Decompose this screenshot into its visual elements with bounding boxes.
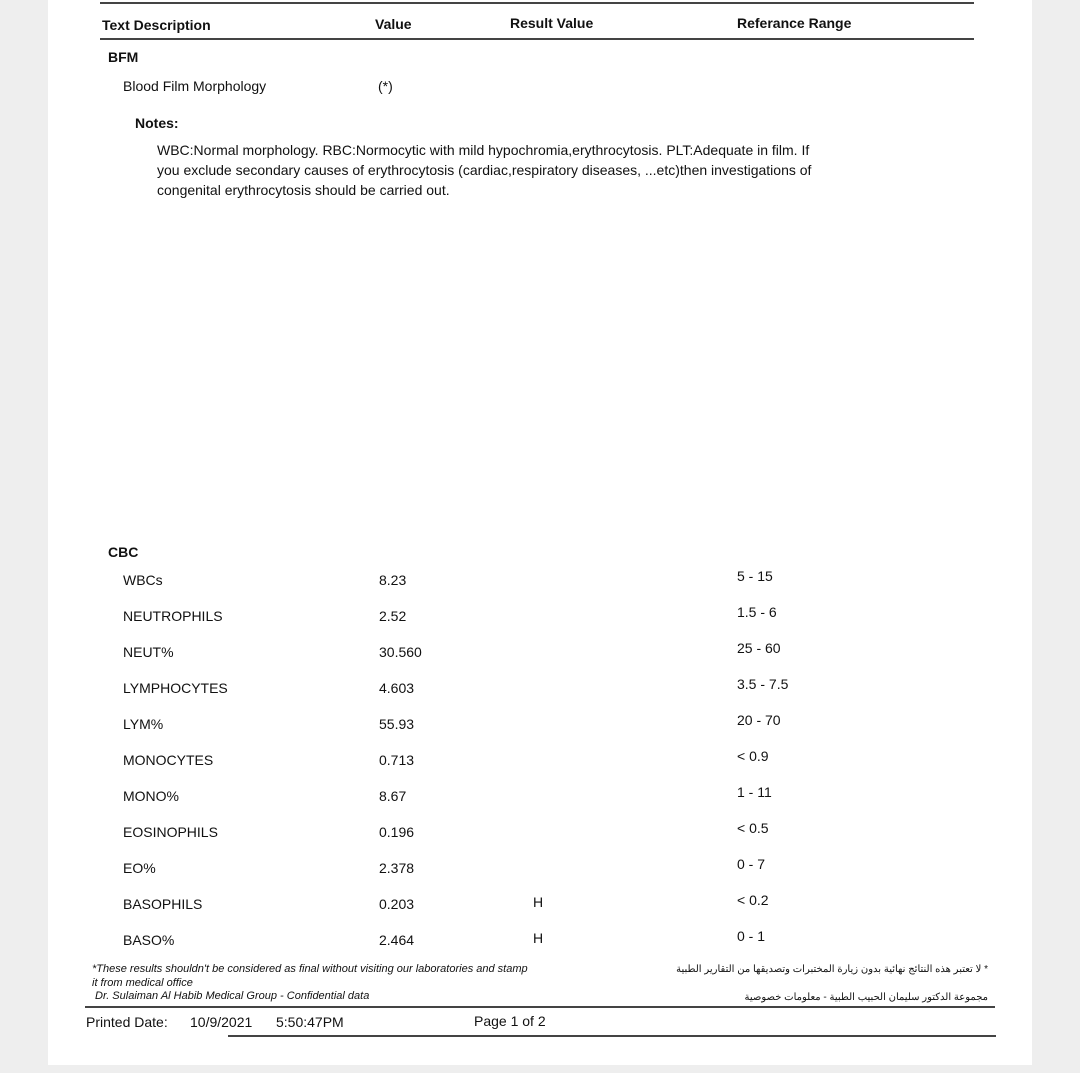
cbc-range: 1.5 - 6 — [737, 604, 777, 620]
cbc-value: 4.603 — [379, 680, 415, 696]
disclaimer-cont: it from medical office — [92, 977, 193, 989]
cbc-name: NEUTROPHILS — [123, 608, 223, 624]
printed-time: 5:50:47PM — [276, 1014, 344, 1030]
cbc-value: 2.378 — [379, 860, 415, 876]
cbc-name: BASOPHILS — [123, 896, 203, 912]
section-cbc: CBC — [108, 544, 139, 560]
cbc-value: 2.52 — [379, 608, 407, 624]
cbc-name: NEUT% — [123, 644, 174, 660]
cbc-range: 0 - 1 — [737, 928, 766, 944]
cbc-value: 8.67 — [379, 788, 407, 804]
cbc-value: 2.464 — [379, 932, 415, 948]
test-name: Blood Film Morphology — [123, 78, 267, 94]
arabic-confidential: مجموعة الدكتور سليمان الحبيب الطبية - معلومات خصوصية — [744, 992, 988, 1003]
test-value: (*) — [378, 78, 393, 94]
header-result-value: Result Value — [510, 15, 594, 31]
cbc-value: 8.23 — [379, 572, 407, 588]
section-bfm: BFM — [108, 49, 139, 65]
printed-date-label: Printed Date: — [86, 1014, 168, 1030]
cbc-range: 3.5 - 7.5 — [737, 676, 789, 692]
cbc-range: 1 - 11 — [737, 784, 772, 800]
cbc-name: EO% — [123, 860, 156, 876]
page-number: Page 1 of 2 — [474, 1013, 546, 1029]
cbc-value: 0.713 — [379, 752, 415, 768]
printed-date: 10/9/2021 — [190, 1014, 253, 1030]
cbc-name: MONOCYTES — [123, 752, 214, 768]
notes-text: WBC:Normal morphology. RBC:Normocytic with mild hypochromia,erythrocytosis. PLT:Adequate in film. If you exclude secondary causes of erythrocytosis (cardiac,respiratory diseases, ...etc)then investigations of congenital erythrocytosis should be carried out. — [157, 142, 812, 198]
header-text-description: Text Description — [102, 17, 211, 33]
cbc-range: 5 - 15 — [737, 568, 773, 584]
cbc-name: LYM% — [123, 716, 164, 732]
cbc-name: WBCs — [123, 572, 163, 588]
cbc-name: MONO% — [123, 788, 179, 804]
cbc-range: 0 - 7 — [737, 856, 766, 872]
cbc-name: LYMPHOCYTES — [123, 680, 228, 696]
arabic-disclaimer: * لا تعتبر هذه النتائج نهائية بدون زيارة المختبرات وتصديقها من التقارير الطبية — [676, 964, 988, 975]
divider — [100, 38, 974, 40]
confidential-note: Dr. Sulaiman Al Habib Medical Group - Confidential data — [95, 990, 370, 1002]
cbc-value: 55.93 — [379, 716, 415, 732]
cbc-flag: H — [533, 930, 544, 946]
cbc-name: EOSINOPHILS — [123, 824, 218, 840]
cbc-range: < 0.5 — [737, 820, 769, 836]
cbc-value: 0.203 — [379, 896, 415, 912]
header-value: Value — [375, 16, 412, 32]
cbc-range: < 0.2 — [737, 892, 769, 908]
cbc-range: < 0.9 — [737, 748, 769, 764]
cbc-flag: H — [533, 894, 544, 910]
cbc-value: 30.560 — [379, 644, 422, 660]
disclaimer: *These results shouldn't be considered as final without visiting our laboratories and stamp — [92, 963, 528, 975]
notes-label: Notes: — [135, 115, 179, 131]
cbc-range: 25 - 60 — [737, 640, 781, 656]
divider — [228, 1035, 996, 1037]
divider — [100, 2, 974, 4]
header-reference-range: Referance Range — [737, 15, 852, 31]
divider — [85, 1006, 995, 1008]
cbc-value: 0.196 — [379, 824, 415, 840]
cbc-range: 20 - 70 — [737, 712, 781, 728]
cbc-name: BASO% — [123, 932, 175, 948]
